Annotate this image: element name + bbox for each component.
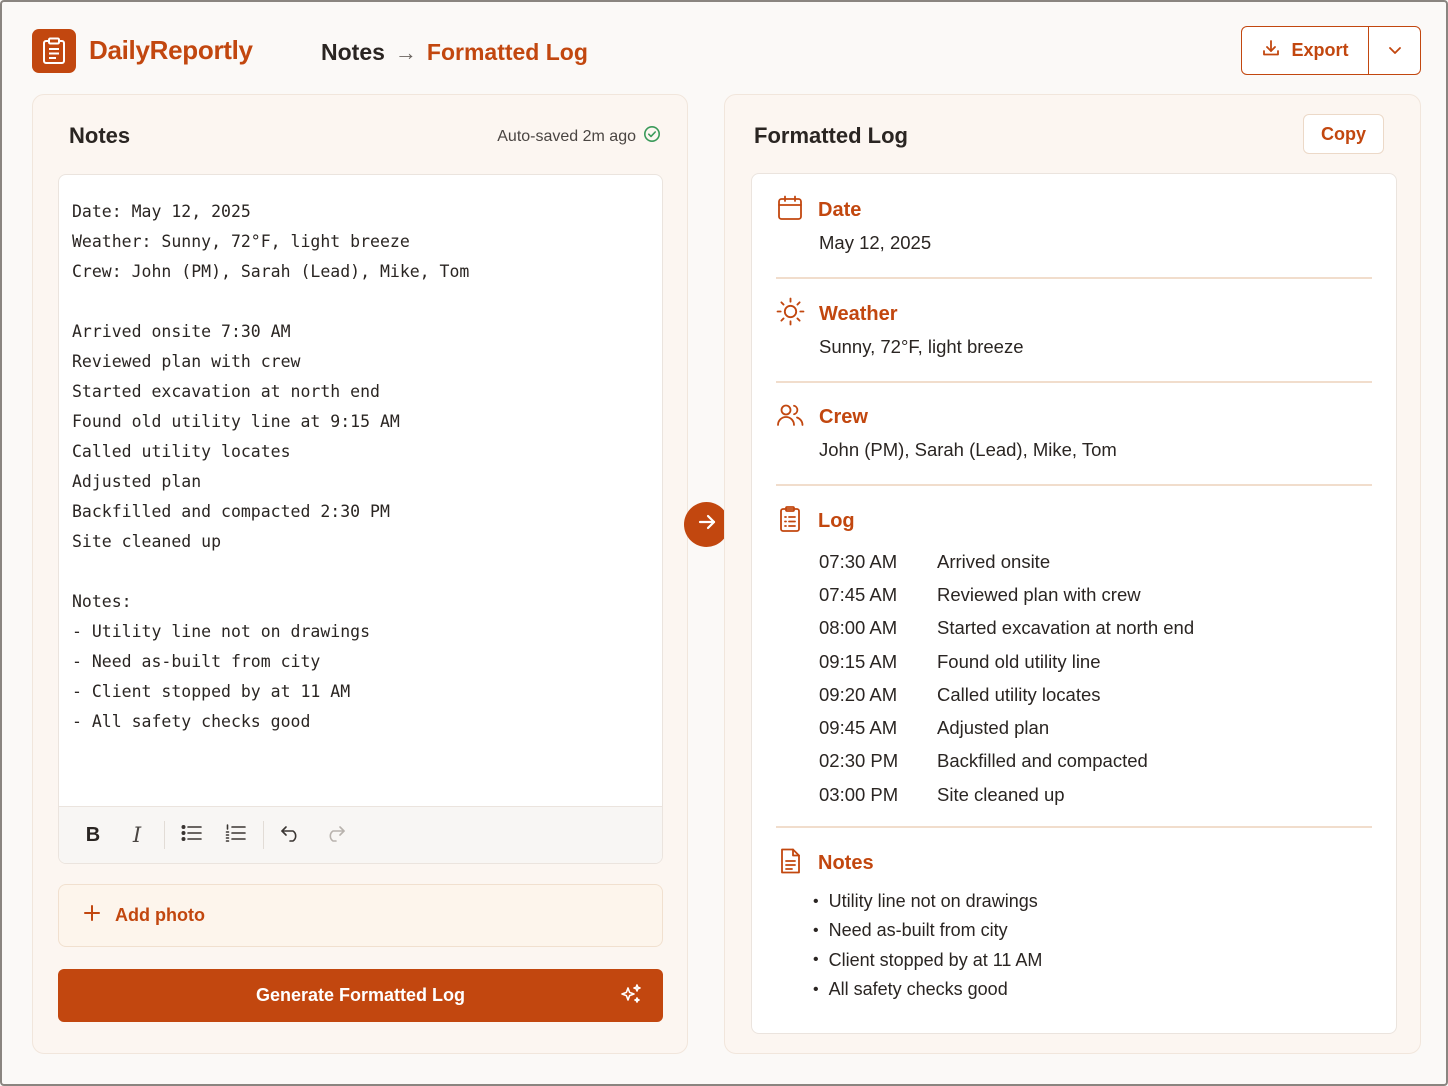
add-photo-label: Add photo — [115, 905, 205, 925]
weather-value: Sunny, 72°F, light breeze — [819, 336, 1024, 357]
users-icon — [776, 401, 805, 434]
log-time: 09:45 AM — [819, 717, 898, 739]
log-entry — [819, 678, 1372, 711]
toolbar-divider — [263, 821, 264, 849]
bullet-list-icon — [181, 824, 203, 847]
log-text: Backfilled and compacted — [937, 750, 1148, 772]
check-circle-icon — [643, 125, 661, 148]
log-text: Adjusted plan — [937, 717, 1050, 739]
log-entry — [819, 778, 1372, 811]
log-time: 07:45 AM — [819, 583, 898, 605]
arrow-right-icon — [696, 511, 718, 538]
log-text: Site cleaned up — [937, 783, 1065, 805]
log-time: 08:00 AM — [819, 617, 898, 639]
notes-item: • Need as-built from city — [813, 916, 1372, 945]
redo-icon — [324, 824, 346, 847]
editor-toolbar — [59, 806, 662, 863]
breadcrumb-formatted-log: Formatted Log — [426, 39, 588, 65]
sun-icon — [776, 297, 805, 331]
log-time: 03:00 PM — [819, 783, 899, 805]
section-divider — [776, 381, 1372, 383]
italic-button[interactable]: I — [132, 823, 142, 847]
section-divider — [776, 484, 1372, 486]
export-dropdown-toggle[interactable] — [1369, 27, 1420, 74]
bullet-list-button[interactable] — [170, 815, 214, 855]
log-text: Started excavation at north end — [937, 617, 1195, 639]
export-split-button — [1241, 26, 1421, 75]
export-button[interactable] — [1242, 27, 1369, 74]
document-icon — [776, 847, 804, 880]
sparkles-icon — [619, 983, 643, 1012]
generate-log-button[interactable] — [58, 969, 663, 1022]
log-entry — [819, 711, 1372, 744]
download-icon — [1261, 38, 1281, 63]
log-text: Arrived onsite — [937, 550, 1051, 572]
notes-editor-text[interactable]: Date: May 12, 2025 Weather: Sunny, 72°F, light breeze Crew: John (PM), Sarah (Lead), Mike, Tom Arrived onsite 7:30 AM Reviewed plan with crew Started excavation at north end Found old utility line at 9:15 AM Called utility locates Adjusted plan Backfilled and compacted 2:30 PM Site cleaned up Notes: - Utility line not on drawings - Need as-built from city - Client stopped by at 11 AM - All safety checks good — [72, 202, 470, 731]
export-label: Export — [1291, 40, 1349, 60]
clipboard-icon — [32, 29, 76, 73]
breadcrumb — [321, 39, 588, 66]
log-text: Called utility locates — [937, 683, 1101, 705]
plus-icon — [83, 904, 101, 927]
clipboard-list-icon — [776, 505, 804, 538]
log-text: Found old utility line — [937, 650, 1101, 672]
notes-item: • Utility line not on drawings — [813, 887, 1372, 916]
log-time: 09:15 AM — [819, 650, 898, 672]
log-time: 07:30 AM — [819, 550, 898, 572]
undo-icon — [280, 824, 302, 847]
copy-button[interactable]: Copy — [1303, 114, 1384, 154]
weather-heading: Weather — [819, 302, 898, 325]
notes-panel — [32, 94, 688, 1054]
transform-arrow-button[interactable] — [684, 502, 729, 547]
log-entry — [819, 578, 1372, 611]
toolbar-divider — [164, 821, 165, 849]
autosave-text: Auto-saved 2m ago — [497, 127, 636, 145]
notes-heading: Notes — [818, 851, 874, 874]
log-entry — [819, 745, 1372, 778]
log-entry — [819, 612, 1372, 645]
log-time: 09:20 AM — [819, 683, 898, 705]
log-section — [776, 507, 1372, 811]
date-value: May 12, 2025 — [819, 232, 932, 253]
notes-list — [813, 887, 1372, 1004]
crew-value: John (PM), Sarah (Lead), Mike, Tom — [819, 439, 1117, 460]
chevron-down-icon — [1388, 42, 1402, 60]
log-entry — [819, 645, 1372, 678]
generate-label: Generate Formatted Log — [255, 985, 466, 1005]
formatted-log-panel — [724, 94, 1421, 1054]
formatted-log-card — [751, 173, 1397, 1034]
log-heading: Log — [818, 509, 855, 532]
brand-name[interactable]: DailyReportly — [89, 35, 253, 65]
section-divider — [776, 277, 1372, 279]
redo-button[interactable] — [313, 815, 357, 855]
crew-heading: Crew — [819, 405, 868, 428]
notes-section — [776, 849, 1372, 1004]
add-photo-button[interactable] — [58, 884, 663, 947]
breadcrumb-separator: → — [394, 39, 417, 65]
log-entry — [819, 545, 1372, 578]
crew-section — [776, 403, 1372, 461]
notes-item: • Client stopped by at 11 AM — [813, 946, 1372, 975]
autosave-status — [497, 125, 661, 148]
weather-section — [776, 300, 1372, 358]
date-heading: Date — [818, 198, 862, 221]
notes-editor[interactable] — [58, 174, 663, 864]
section-divider — [776, 826, 1372, 828]
log-text: Reviewed plan with crew — [937, 583, 1141, 605]
bold-button[interactable]: B — [85, 823, 101, 846]
undo-button[interactable] — [269, 815, 313, 855]
calendar-icon — [776, 194, 804, 227]
notes-item: • All safety checks good — [813, 975, 1372, 1004]
numbered-list-button[interactable] — [214, 815, 258, 855]
log-entries — [819, 545, 1372, 811]
numbered-list-icon — [225, 824, 247, 847]
breadcrumb-notes[interactable]: Notes — [321, 39, 385, 65]
notes-panel-title: Notes — [69, 123, 131, 148]
formatted-log-title: Formatted Log — [754, 123, 908, 148]
log-time: 02:30 PM — [819, 750, 899, 772]
date-section — [776, 196, 1372, 254]
